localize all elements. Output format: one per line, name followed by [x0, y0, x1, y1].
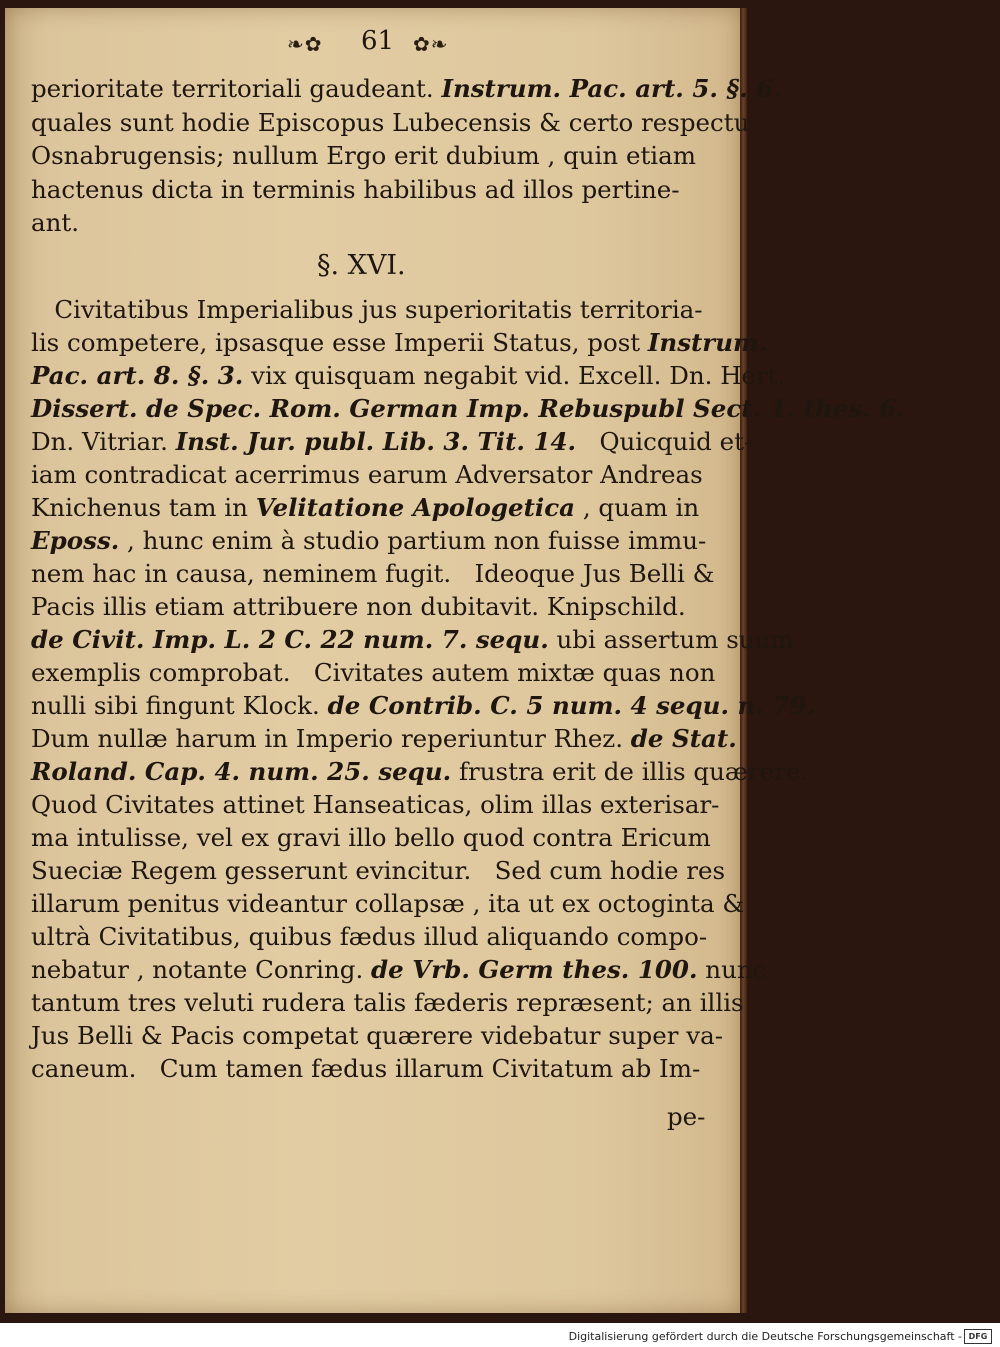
- text-line: [31, 559, 714, 589]
- text-line: [31, 394, 905, 424]
- citation-text: de Contrib. C. 5 num. 4 sequ. n. 79.: [327, 691, 816, 720]
- text-line: [31, 493, 699, 523]
- text-line: [31, 526, 706, 556]
- line-text: illarum penitus videantur collapsæ , ita ut ex octoginta &: [31, 889, 745, 918]
- text-line: [31, 658, 715, 688]
- line-text: frustra erit de illis quærere.: [451, 757, 809, 786]
- book-page: [5, 8, 905, 1313]
- citation-text: Instrum.: [647, 328, 768, 357]
- ornament-right-icon: ✿❧: [413, 32, 449, 56]
- text-line: [31, 988, 744, 1018]
- funding-credit: Digitalisierung gefördert durch die Deutsche Forschungsgemeinschaft -: [568, 1330, 962, 1343]
- text-line: [31, 1021, 723, 1051]
- citation-text: de Civit. Imp. L. 2 C. 22 num. 7. sequ.: [31, 625, 549, 654]
- text-line: [31, 295, 703, 325]
- line-text: nunc: [697, 955, 767, 984]
- line-text: iam contradicat acerrimus earum Adversator Andreas: [31, 460, 703, 489]
- line-text: Pacis illis etiam attribuere non dubitavit. Knipschild.: [31, 592, 686, 621]
- line-text: , quam in: [575, 493, 700, 522]
- citation-text: Inst. Jur. publ. Lib. 3. Tit. 14.: [175, 427, 577, 456]
- section-heading: §. XVI.: [317, 250, 406, 281]
- text-line: [31, 625, 794, 655]
- line-text: caneum. Cum tamen fædus illarum Civitatum ab Im-: [31, 1054, 701, 1083]
- line-text: tantum tres veluti rudera talis fæderis repræsent; an illis: [31, 988, 744, 1017]
- text-line: [31, 460, 703, 490]
- ornament-left-icon: ❧✿: [287, 32, 323, 56]
- line-text: exemplis comprobat. Civitates autem mixtæ quas non: [31, 658, 716, 687]
- text-line: [31, 757, 808, 787]
- line-text: Dum nullæ harum in Imperio reperiuntur Rhez.: [31, 724, 631, 753]
- line-text: ma intulisse, vel ex gravi illo bello quod contra Ericum: [31, 823, 711, 852]
- text-line: [31, 175, 680, 205]
- text-line: [31, 141, 696, 171]
- line-text: Jus Belli & Pacis competat quærere videbatur super va-: [31, 1021, 723, 1050]
- text-line: [31, 108, 749, 138]
- line-text: Knichenus tam in: [31, 493, 256, 522]
- text-line: [31, 1054, 700, 1084]
- text-line: [31, 592, 686, 622]
- citation-text: de Vrb. Germ thes. 100.: [371, 955, 698, 984]
- text-line: [31, 922, 707, 952]
- line-text: Quicquid et-: [576, 427, 753, 456]
- line-text: nem hac in causa, neminem fugit. Ideoque Jus Belli &: [31, 559, 715, 588]
- line-text: ant.: [31, 208, 80, 237]
- footer-bar: [0, 1323, 1000, 1347]
- line-text: Quod Civitates attinet Hanseaticas, olim illas exterisar-: [31, 790, 720, 819]
- catchword: pe-: [667, 1102, 706, 1131]
- text-line: [31, 691, 815, 721]
- citation-text: Roland. Cap. 4. num. 25. sequ.: [31, 757, 452, 786]
- line-text: Civitatibus Imperialibus jus superioritatis territoria-: [31, 295, 703, 324]
- citation-text: Dissert. de Spec. Rom. German Imp. Rebuspubl Sect. 1. thes. 6.: [31, 394, 905, 423]
- line-text: Osnabrugensis; nullum Ergo erit dubium , quin etiam: [31, 141, 696, 170]
- text-line: [31, 823, 711, 853]
- text-line: [31, 955, 766, 985]
- line-text: ultrà Civitatibus, quibus fædus illud aliquando compo-: [31, 922, 708, 951]
- citation-text: de Stat.: [630, 724, 737, 753]
- line-text: nulli sibi fingunt Klock.: [31, 691, 328, 720]
- citation-text: Pac. art. 8. §. 3.: [31, 361, 244, 390]
- text-line: [31, 724, 737, 754]
- page-edge: [740, 8, 747, 1313]
- line-text: lis competere, ipsasque esse Imperii Status, post: [31, 328, 648, 357]
- text-line: [31, 208, 79, 238]
- line-text: vix quisquam negabit vid. Excell. Dn. Hert.: [243, 361, 786, 390]
- text-line: [31, 889, 744, 919]
- line-text: hactenus dicta in terminis habilibus ad illos pertine-: [31, 174, 680, 204]
- page-header: [5, 22, 740, 62]
- citation-text: Velitatione Apologetica: [255, 493, 576, 522]
- line-text: ubi assertum suum: [548, 625, 794, 654]
- page-number: 61: [361, 26, 395, 56]
- line-text: Sueciæ Regem gesserunt evincitur. Sed cum hodie res: [31, 856, 726, 885]
- text-line: [31, 74, 782, 104]
- dfg-logo-icon: DFG: [964, 1329, 992, 1344]
- citation-text: Eposs.: [31, 526, 120, 555]
- line-text: perioritate territoriali gaudeant.: [31, 74, 442, 103]
- line-text: quales sunt hodie Episcopus Lubecensis & certo respectu: [31, 107, 750, 137]
- text-line: [31, 328, 767, 358]
- text-line: [31, 361, 785, 391]
- line-text: , hunc enim à studio partium non fuisse immu-: [119, 526, 707, 555]
- line-text: Dn. Vitriar.: [31, 427, 176, 456]
- text-line: [31, 427, 752, 457]
- text-line: [31, 790, 719, 820]
- text-line: [31, 856, 725, 886]
- citation-text: Instrum. Pac. art. 5. §. 6.: [441, 74, 782, 103]
- line-text: nebatur , notante Conring.: [31, 955, 372, 984]
